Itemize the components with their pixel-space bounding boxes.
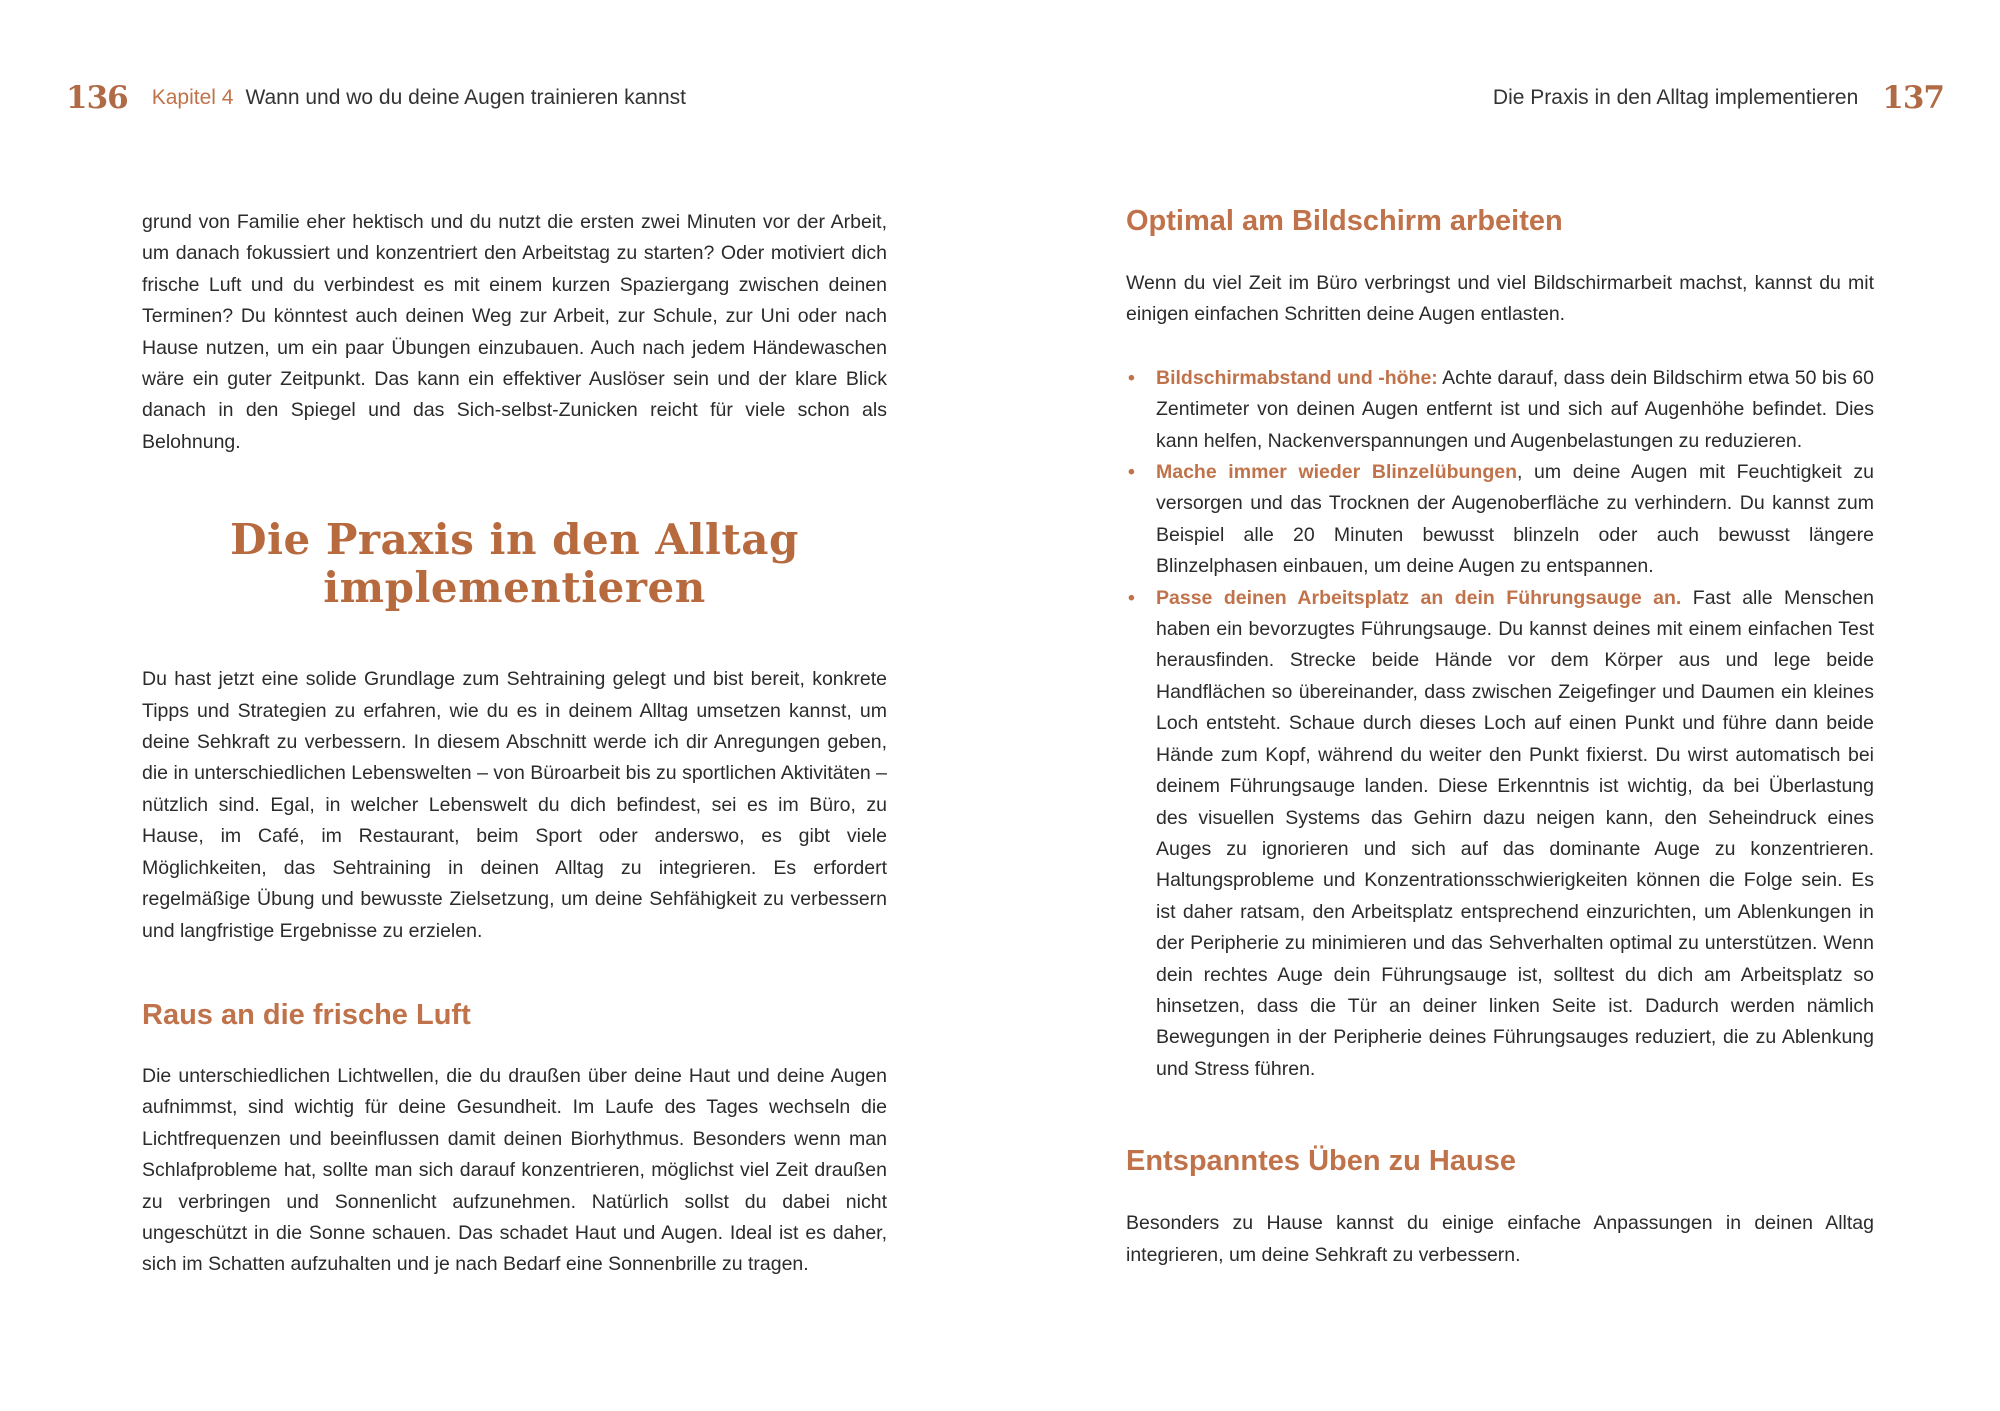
list-item — [1126, 363, 1874, 457]
right-page-body — [1126, 203, 1874, 1271]
list-item — [1126, 457, 1874, 583]
bullet-lead: Mache immer wieder Blinzelübungen — [1156, 461, 1518, 484]
home-paragraph: Besonders zu Hause kannst du einige einfache Anpassungen in deinen Alltag integrieren, um deine Sehkraft zu verbessern. — [1126, 1212, 1874, 1266]
fresh-air-paragraph: Die unterschiedlichen Lichtwellen, die du draußen über deine Haut und deine Augen aufnimmst, sind wichtig für deine Gesundheit. Im Laufe des Tages wechseln die Lichtfrequenzen und beeinflussen damit deinen Biorhythmus. Besonders wenn man Schlafprobleme hat, sollte man sich darauf konzentrieren, möglichst viel Zeit draußen zu verbringen und Sonnenlicht aufzunehmen. Natürlich sollst du dabei nicht ungeschützt in die Sonne schauen. Das schadet Haut und Augen. Ideal ist es daher, sich im Schatten aufzuhalten und je nach Bedarf eine Sonnenbrille zu tragen. — [142, 1064, 887, 1276]
chapter-label: Kapitel 4 — [151, 86, 234, 109]
right-running-head — [1493, 78, 1944, 118]
screen-tips-list — [1126, 363, 1874, 1085]
chapter-title: Wann und wo du deine Augen trainieren kannst — [245, 86, 686, 109]
screen-intro-paragraph: Wenn du viel Zeit im Büro verbringst und viel Bildschirmarbeit machst, kannst du mit einigen einfachen Schritten deine Augen entlasten. — [1126, 272, 1874, 326]
list-item — [1126, 583, 1874, 1086]
section-title-line2: implementieren — [323, 563, 706, 613]
intro-paragraph: grund von Familie eher hektisch und du nutzt die ersten zwei Minuten vor der Arbeit, um danach fokussiert und konzentriert den Arbeitstag zu starten? Oder motiviert dich frische Luft und du verbindest es mit einem kurzen Spaziergang zwischen deinen Terminen? Du könntest auch deinen Weg zur Arbeit, zur Schule, zur Uni oder nach Hause nutzen, um ein paar Übungen einzubauen. Auch nach jedem Händewaschen wäre ein guter Zeitpunkt. Das kann ein effektiver Auslöser sein und der klare Blick danach in den Spiegel und das Sich-selbst-Zunicken reicht für viele schon als Belohnung. — [142, 211, 887, 453]
page-number-right: 137 — [1882, 80, 1944, 116]
running-title: Die Praxis in den Alltag implementieren — [1492, 86, 1859, 109]
subheading-home-practice: Entspanntes Üben zu Hause — [1126, 1145, 1516, 1178]
bullet-text: Achte darauf, dass dein Bildschirm etwa 50 bis 60 Zentimeter von deinen Augen entfernt ist und sich auf Augenhöhe befindet. Dies kann helfen, Nackenverspannungen und Augenbelastungen zu reduzieren. — [1156, 366, 1874, 452]
left-page-body — [142, 207, 887, 1281]
left-running-head — [66, 78, 686, 118]
page-number-left: 136 — [66, 80, 128, 116]
section-title — [142, 516, 887, 612]
bullet-icon: • — [1128, 461, 1135, 484]
subheading-fresh-air: Raus an die frische Luft — [142, 998, 471, 1031]
section-paragraph: Du hast jetzt eine solide Grundlage zum Sehtraining gelegt und bist bereit, konkrete Tipps und Strategien zu erfahren, wie du es in deinem Alltag umsetzen kannst, um deine Sehkraft zu verbessern. In diesem Abschnitt werde ich dir Anregungen geben, die in unterschiedlichen Lebenswelten – von Büroarbeit bis zu sportlichen Aktivitäten – nützlich sind. Egal, in welcher Lebenswelt du dich befindest, sei es im Büro, zu Hause, im Café, im Restaurant, beim Sport oder anderswo, es gibt viele Möglichkeiten, das Sehtraining in deinen Alltag zu integrieren. Es erfordert regelmäßige Übung und bewusste Zielsetzung, um deine Sehfähigkeit zu verbessern und langfristige Ergebnisse zu erzielen. — [142, 668, 887, 942]
bullet-text: Fast alle Menschen haben ein bevorzugtes Führungsauge. Du kannst deines mit einem einfachen Test herausfinden. Strecke beide Hände vor dem Körper aus und lege beide Handflächen so übereinander, dass zwischen Zeigefinger und Daumen ein kleines Loch entsteht. Schaue durch dieses Loch auf einen Punkt und führe dann beide Hände zum Kopf, während du weiter den Punkt fixierst. Du wirst automatisch bei deinem Führungsauge landen. Diese Erkenntnis ist wichtig, da bei Überlastung des visuellen Systems das Gehirn dazu neigen kann, den Seheindruck eines Auges zu ignorieren und sich auf das dominante Auge zu konzentrieren. Haltungsprobleme und Konzentrationsschwierigkeiten können die Folge sein. Es ist daher ratsam, den Arbeitsplatz entsprechend einzurichten, um Ablenkungen in der Peripherie zu minimieren und das Sehverhalten optimal zu unterstützen. Wenn dein rechtes Auge dein Führungsauge ist, solltest du dich am Arbeitsplatz so hinsetzen, dass die Tür an deiner linken Seite ist. Dadurch werden nämlich Bewegungen in der Peripherie deines Führungsauges reduziert, die zu Ablenkung und Stress führen. — [1156, 586, 1874, 1080]
section-title-line1: Die Praxis in den Alltag — [230, 515, 799, 565]
bullet-icon: • — [1128, 586, 1135, 609]
bullet-lead: Bildschirmabstand und -höhe: — [1156, 366, 1438, 389]
bullet-text: , um deine Augen mit Feuchtigkeit zu versorgen und das Trocknen der Augenoberfläche zu verhindern. Du kannst zum Beispiel alle 20 Minuten bewusst blinzeln oder auch bewusst längere Blinzelphasen einbauen, um deine Augen zu entspannen. — [1156, 461, 1874, 578]
bullet-icon: • — [1128, 366, 1135, 389]
subheading-screen-work: Optimal am Bildschirm arbeiten — [1126, 205, 1563, 237]
bullet-lead: Passe deinen Arbeitsplatz an dein Führungsauge an. — [1156, 586, 1682, 609]
